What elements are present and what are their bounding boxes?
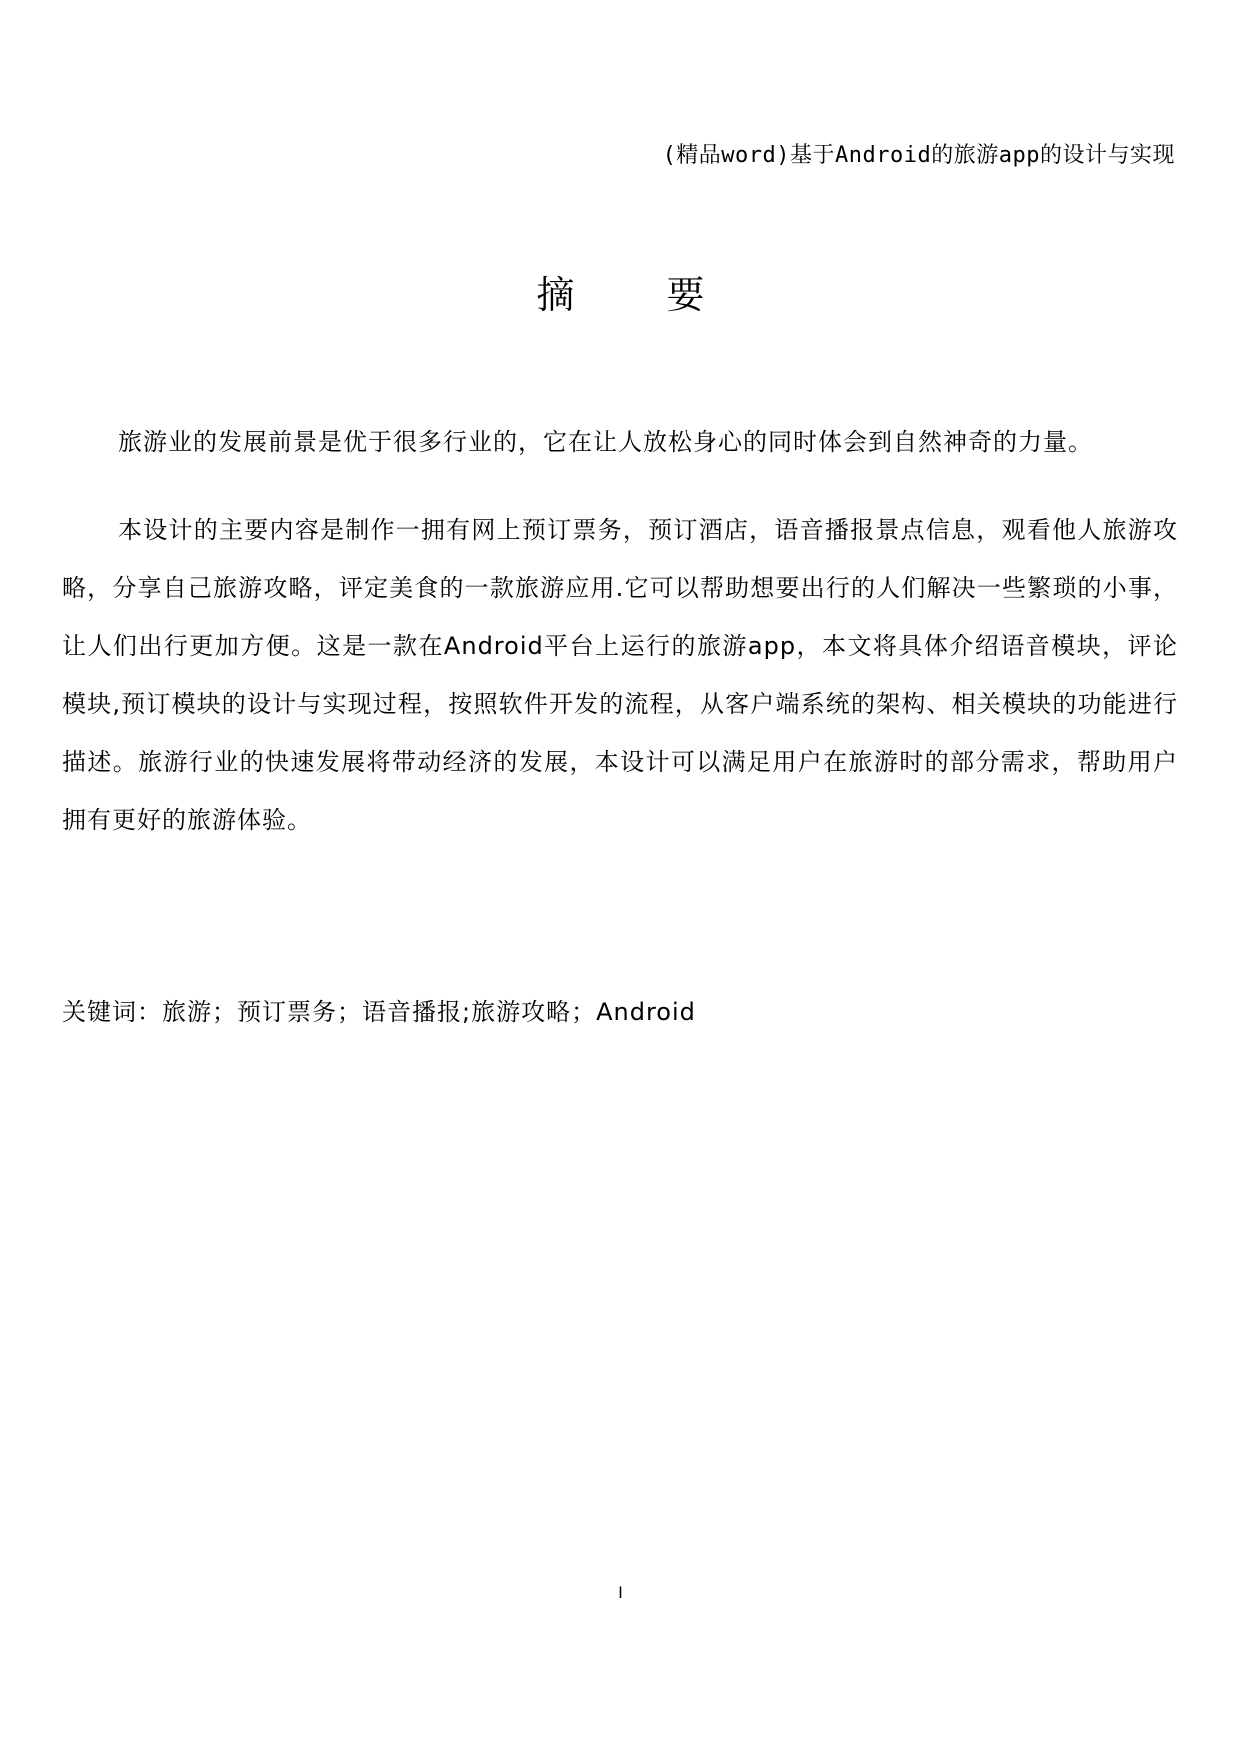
page-number: I (618, 1583, 623, 1602)
running-header: (精品word)基于Android的旅游app的设计与实现 (662, 143, 1175, 168)
abstract-paragraph-1: 旅游业的发展前景是优于很多行业的，它在让人放松身心的同时体会到自然神奇的力量。 (118, 428, 1093, 456)
abstract-body (62, 413, 1178, 849)
keywords-line: 关键词：旅游；预订票务；语音播报;旅游攻略；Android (62, 998, 696, 1026)
abstract-heading: 摘 要 (536, 273, 745, 317)
abstract-paragraph-2: 本设计的主要内容是制作一拥有网上预订票务，预订酒店，语音播报景点信息，观看他人旅游攻略，分享自己旅游攻略，评定美食的一款旅游应用.它可以帮助想要出行的人们解决一些繁琐的小事，让人们出行更加方便。这是一款在Android平台上运行的旅游app，本文将具体介绍语音模块，评论模块,预订模块的设计与实现过程，按照软件开发的流程，从客户端系统的架构、相关模块的功能进行描述。旅游行业的快速发展将带动经济的发展，本设计可以满足用户在旅游时的部分需求，帮助用户拥有更好的旅游体验。 (62, 516, 1178, 834)
